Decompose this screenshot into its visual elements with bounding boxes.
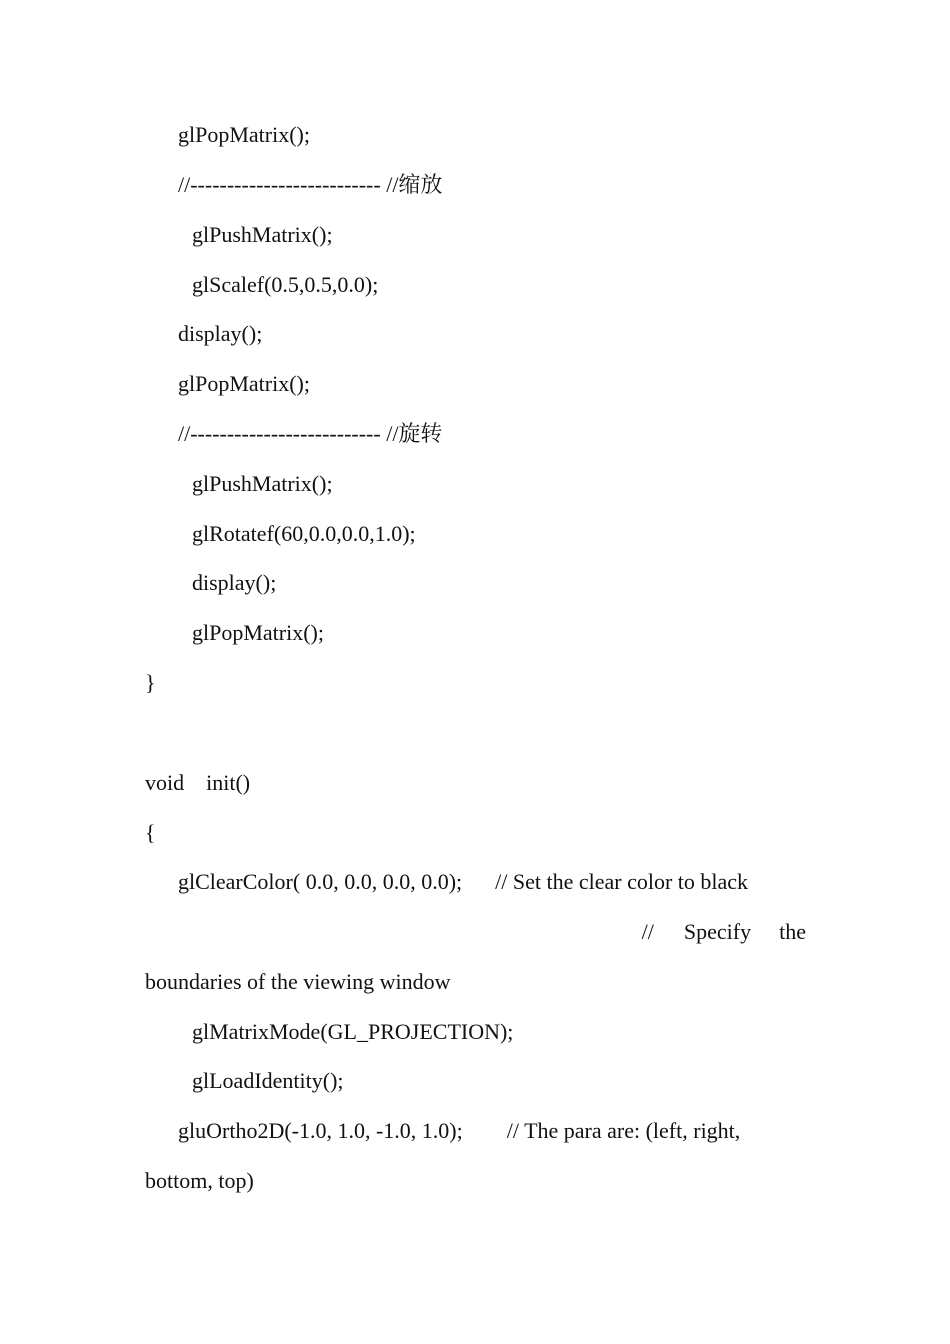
comment-slashes: //	[641, 919, 654, 944]
function-signature: void init()	[145, 770, 251, 795]
comment-continuation: boundaries of the viewing window	[145, 969, 451, 994]
code-line: glPopMatrix();	[178, 122, 310, 147]
closing-brace: }	[145, 670, 156, 695]
code-comment-line: //-------------------------- //缩放	[178, 172, 443, 197]
code-line: glMatrixMode(GL_PROJECTION);	[192, 1019, 514, 1044]
code-line: display();	[178, 321, 263, 346]
code-line-continuation: bottom, top)	[145, 1168, 254, 1193]
code-line: glRotatef(60,0.0,0.0,1.0);	[192, 521, 416, 546]
comment-word: Specify	[683, 919, 752, 944]
code-line: glClearColor( 0.0, 0.0, 0.0, 0.0); // Set the clear color to black	[178, 869, 749, 894]
wrapped-comment	[145, 919, 806, 945]
opening-brace: {	[145, 820, 156, 845]
comment-word: the	[779, 919, 806, 944]
code-comment-line: //-------------------------- //旋转	[178, 421, 443, 446]
code-line: glPopMatrix();	[178, 371, 310, 396]
code-line: glPushMatrix();	[192, 471, 333, 496]
code-line: display();	[192, 570, 277, 595]
code-line: glPopMatrix();	[192, 620, 324, 645]
code-line: glPushMatrix();	[192, 222, 333, 247]
code-line: gluOrtho2D(-1.0, 1.0, -1.0, 1.0); // The para are: (left, right,	[178, 1118, 741, 1143]
code-line: glScalef(0.5,0.5,0.0);	[192, 272, 379, 297]
code-line: glLoadIdentity();	[192, 1068, 344, 1093]
